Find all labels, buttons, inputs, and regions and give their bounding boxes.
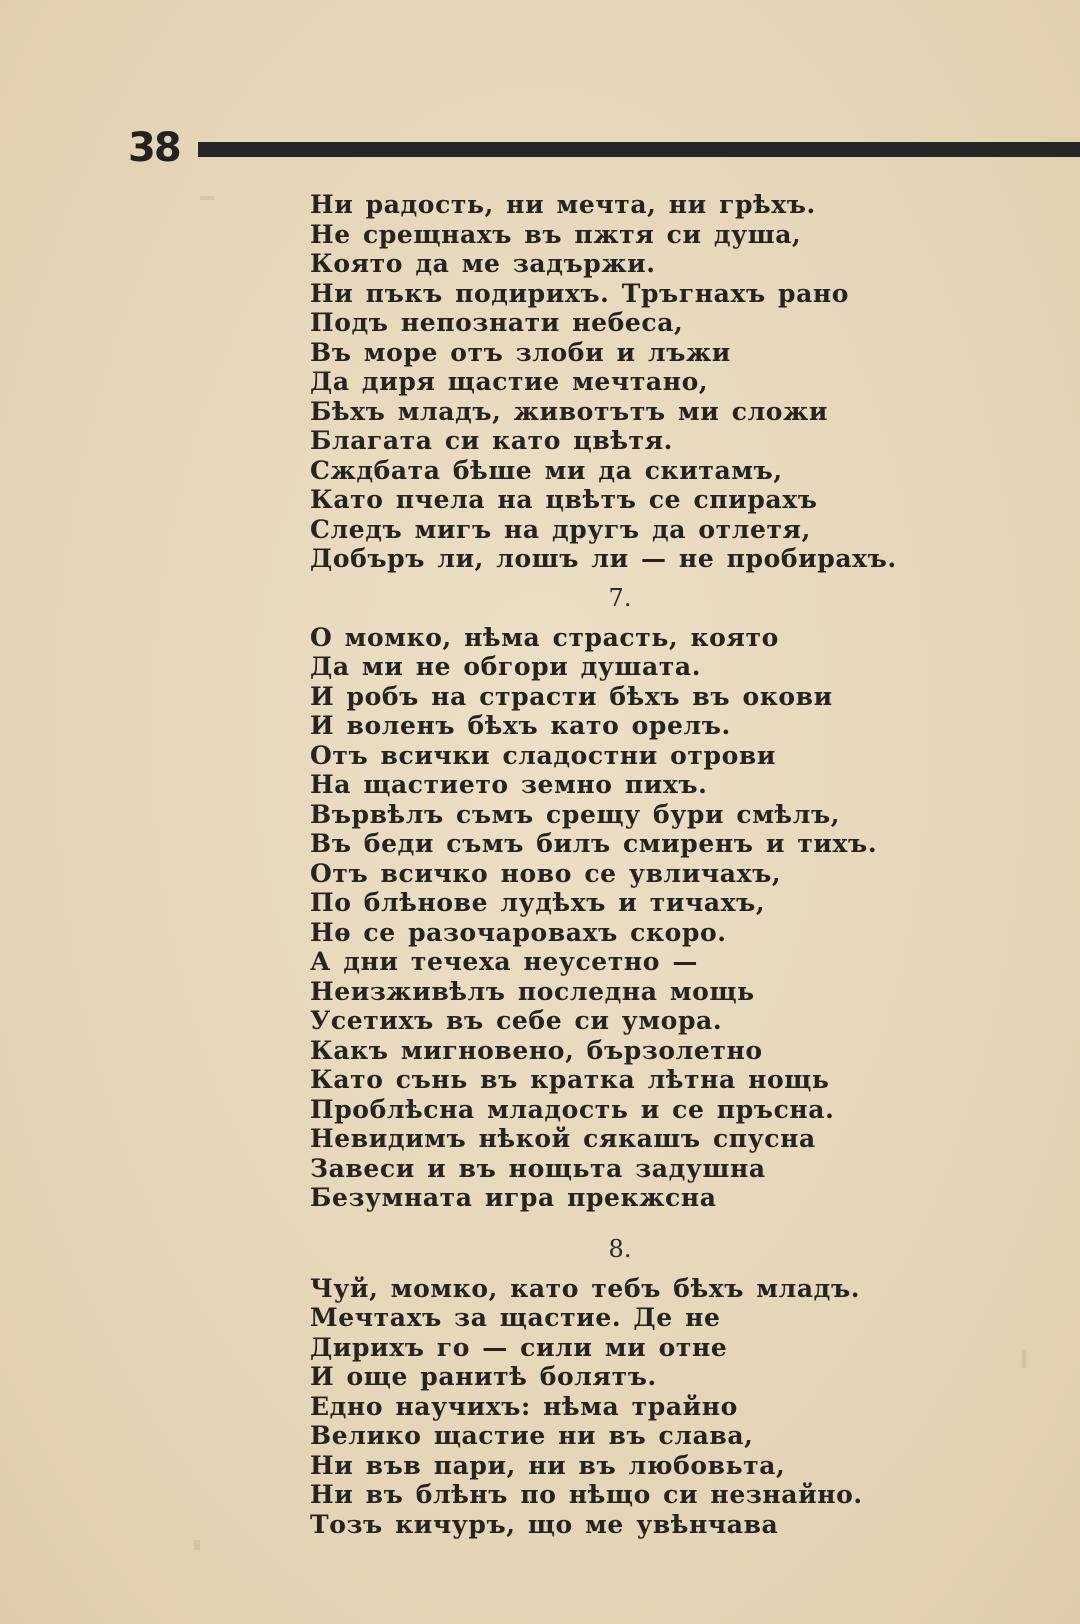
poem-section-8	[310, 1235, 1050, 1540]
poem-line: Нѳ се разочаровахъ скоро.	[310, 917, 727, 947]
poem-line: Ни въ блѣнъ по нѣщо си незнайно.	[310, 1480, 863, 1509]
poem-line: И робъ на страсти бѣхъ въ окови	[310, 681, 833, 711]
poem-line: Да ми не обгори душата.	[310, 652, 701, 681]
poem-line: Ни във пари, ни въ любовьта,	[310, 1450, 786, 1480]
poem-line: Дирихъ го — сили ми отне	[310, 1332, 728, 1362]
poem-line: А дни течеха неусетно —	[310, 947, 698, 976]
poem-line: Едно научихъ: нѣма трайно	[310, 1391, 738, 1421]
poem-line: Тозъ кичуръ, що ме увѣнчава	[310, 1509, 779, 1539]
poem-line: Невидимъ нѣкой сякашъ спусна	[310, 1124, 816, 1153]
poem-line: Мечтахъ за щастие. Де не	[310, 1303, 721, 1332]
poem-line: Като сънь въ кратка лѣтна нощь	[310, 1065, 830, 1094]
poem-line: Проблѣсна младость и се пръсна.	[310, 1094, 835, 1124]
poem-line: Ни радость, ни мечта, ни грѣхъ.	[310, 190, 816, 219]
poem-line: Въ беди съмъ билъ смиренъ и тихъ.	[310, 829, 878, 858]
poem-line: Ни пъкъ подирихъ. Тръгнахъ рано	[310, 278, 850, 308]
poem-line: Която да ме задържи.	[310, 249, 656, 278]
poem-line: Велико щастие ни въ слава,	[310, 1421, 754, 1450]
poem-line: И още ранитѣ болятъ.	[310, 1362, 657, 1391]
poem-line: Благата си като цвѣтя.	[310, 426, 673, 455]
poem-line: Подъ непознати небеса,	[310, 308, 684, 337]
poem-line: Какъ мигновено, бързолетно	[310, 1035, 763, 1065]
poem-line: Отъ всичко ново се увличахъ,	[310, 858, 782, 888]
poem-line: Вървѣлъ съмъ срещу бури смѣлъ,	[310, 799, 841, 829]
page-number: 38	[128, 125, 180, 171]
poem-text	[310, 190, 1050, 1539]
poem-line: Въ море отъ злоби и лъжи	[310, 337, 731, 367]
poem-line: Не срещнахъ въ пжтя си душа,	[310, 219, 802, 249]
poem-line: Безумната игра прекжсна	[310, 1183, 717, 1212]
poem-line: На щастието земно пихъ.	[310, 770, 708, 799]
stanza	[310, 1274, 1050, 1540]
header-rule	[198, 142, 1080, 157]
poem-line: Усетихъ въ себе си умора.	[310, 1006, 723, 1035]
paper-speck	[194, 1540, 200, 1550]
section-number: 7.	[608, 583, 632, 612]
poem-line: Чуй, момко, като тебъ бѣхъ младъ.	[310, 1273, 861, 1303]
poem-line: Добъръ ли, лошъ ли — не пробирахъ.	[310, 544, 897, 573]
poem-line: Бѣхъ младъ, животътъ ми сложи	[310, 396, 829, 426]
page-header	[128, 126, 1028, 170]
poem-line: Като пчела на цвѣтъ се спирахъ	[310, 485, 818, 514]
stanza	[310, 190, 1050, 574]
poem-line: Отъ всички сладостни отрови	[310, 740, 776, 770]
poem-line: Да диря щастие мечтано,	[310, 367, 709, 396]
section-number: 8.	[608, 1234, 632, 1263]
poem-line: О момко, нѣма страсть, която	[310, 622, 779, 652]
paper-speck	[200, 196, 214, 200]
poem-line: Неизживѣлъ последна мощь	[310, 976, 755, 1006]
poem-line: По блѣнове лудѣхъ и тичахъ,	[310, 888, 766, 917]
poem-line: Следъ мигъ на другъ да отлетя,	[310, 514, 811, 544]
poem-section-6-end	[310, 190, 1050, 574]
poem-line: И воленъ бѣхъ като орелъ.	[310, 711, 731, 740]
poem-line: Сждбата бѣше ми да скитамъ,	[310, 455, 783, 485]
poem-section-7	[310, 584, 1050, 1213]
stanza	[310, 623, 1050, 1213]
poem-line: Завеси и въ нощьта задушна	[310, 1153, 766, 1183]
section-gap	[310, 1213, 1050, 1225]
